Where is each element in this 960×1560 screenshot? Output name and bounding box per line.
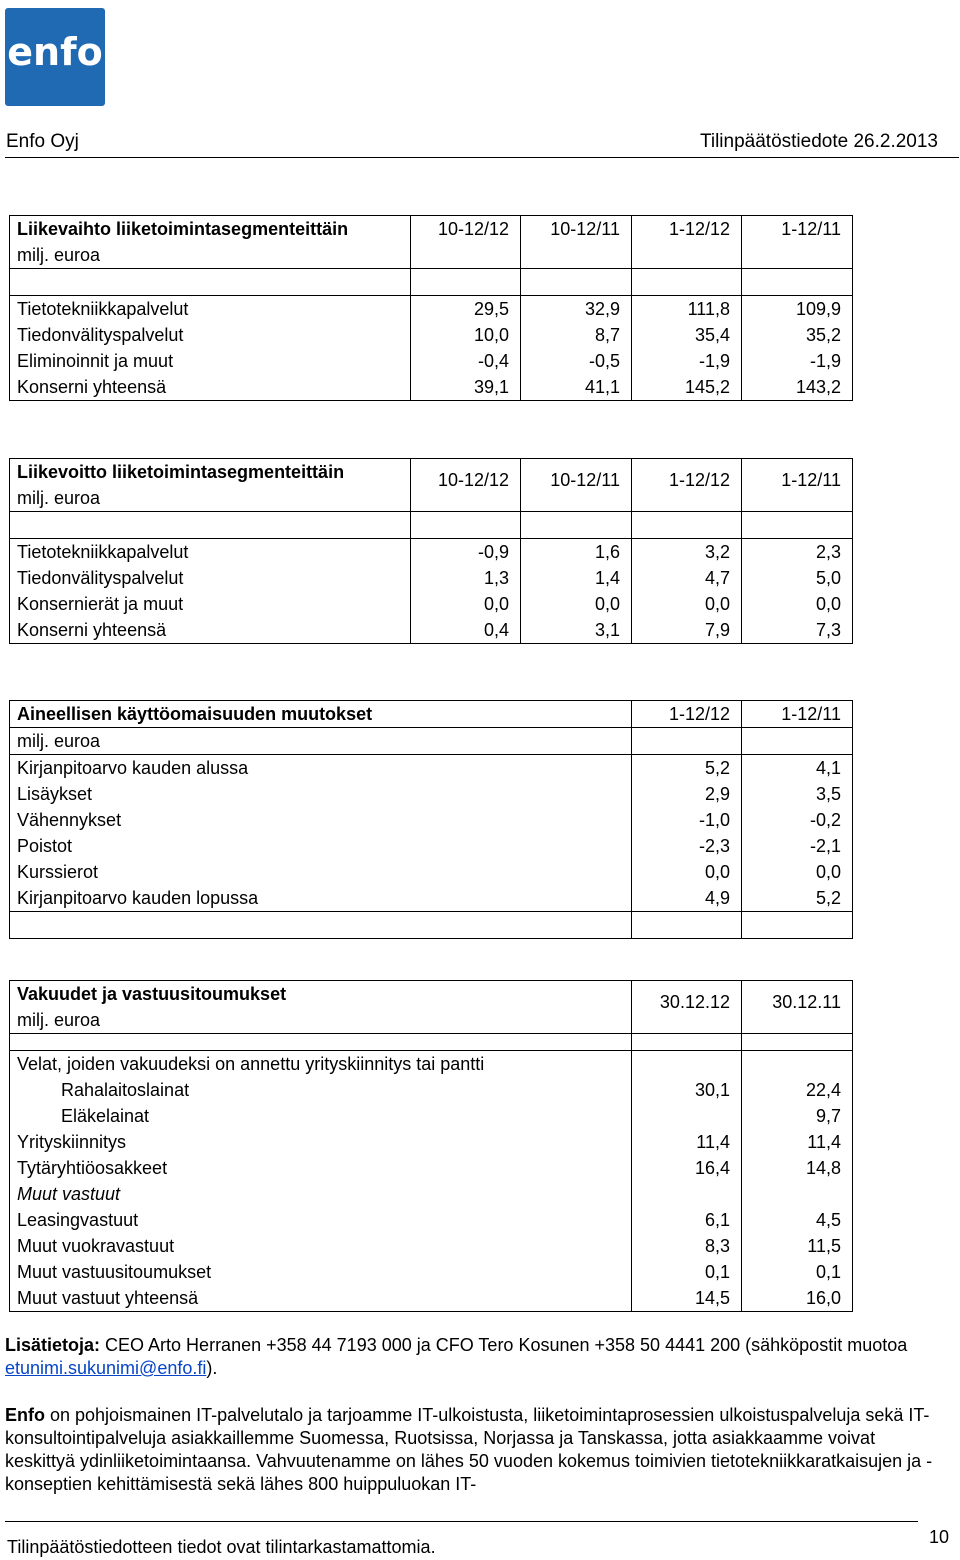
cell: 39,1 xyxy=(411,374,521,401)
table-row xyxy=(10,885,853,912)
cell: 1,4 xyxy=(521,565,632,591)
cell: -1,9 xyxy=(632,348,742,374)
table-title: Aineellisen käyttöomaisuuden muutokset xyxy=(10,701,632,728)
document-title: Tilinpäätöstiedote 26.2.2013 xyxy=(699,131,938,152)
cell: 8,7 xyxy=(521,322,632,348)
about-name: Enfo xyxy=(5,1405,45,1425)
row-label: Tietotekniikkapalvelut xyxy=(10,296,411,323)
cell: 4,9 xyxy=(632,885,742,912)
email-link[interactable]: etunimi.sukunimi@enfo.fi xyxy=(5,1358,207,1378)
cell: 16,4 xyxy=(632,1155,742,1181)
row-label: Poistot xyxy=(10,833,632,859)
cell: 30,1 xyxy=(632,1077,742,1103)
column-header: 30.12.11 xyxy=(742,981,853,1034)
row-label: Lisäykset xyxy=(10,781,632,807)
company-name: Enfo Oyj xyxy=(6,131,79,152)
cell: -2,3 xyxy=(632,833,742,859)
cell: 1,3 xyxy=(411,565,521,591)
cell: 0,0 xyxy=(742,591,853,617)
table-row xyxy=(10,1103,853,1129)
cell: 29,5 xyxy=(411,296,521,323)
table-row xyxy=(10,1155,853,1181)
row-label: Konsernierät ja muut xyxy=(10,591,411,617)
table-row xyxy=(10,781,853,807)
cell: 2,9 xyxy=(632,781,742,807)
cell: 10,0 xyxy=(411,322,521,348)
row-label: Konserni yhteensä xyxy=(10,374,411,401)
row-label: Tiedonvälityspalvelut xyxy=(10,565,411,591)
cell: 11,5 xyxy=(742,1233,853,1259)
table-row xyxy=(10,1181,853,1207)
row-label: Kirjanpitoarvo kauden lopussa xyxy=(10,885,632,912)
cell: 0,0 xyxy=(521,591,632,617)
row-label: Muut vastuusitoumukset xyxy=(10,1259,632,1285)
cell: 22,4 xyxy=(742,1077,853,1103)
row-label: Eliminoinnit ja muut xyxy=(10,348,411,374)
row-label: Konserni yhteensä xyxy=(10,617,411,644)
cell xyxy=(742,1051,853,1078)
cell: 109,9 xyxy=(742,296,853,323)
about-text: on pohjoismainen IT-palvelutalo ja tarjoamme IT-ulkoistusta, liiketoimintaprosessien ulkoistuspalveluja sekä IT-konsultointipalveluja asiakkaillemme Suomessa, Ruotsissa, Norjassa ja Tanskassa, jotta asiakkaamme voivat keskittyä ydinliiketoimintaansa. Vahvuutenamme on lähes 50 vuoden kokemus toimivien tietotekniikkaratkaisujen ja -konseptien kehittämisestä sekä lähes 800 huippuluokan IT- xyxy=(5,1405,933,1494)
table-row xyxy=(10,1285,853,1312)
cell: 14,5 xyxy=(632,1285,742,1312)
unit-label: milj. euroa xyxy=(10,728,632,755)
column-header: 10-12/12 xyxy=(411,216,521,243)
cell: 35,2 xyxy=(742,322,853,348)
footer-divider xyxy=(5,1521,918,1522)
table-row xyxy=(10,539,853,566)
cell: 35,4 xyxy=(632,322,742,348)
row-label: Kurssierot xyxy=(10,859,632,885)
cell: -2,1 xyxy=(742,833,853,859)
cell: 0,0 xyxy=(632,591,742,617)
table-row xyxy=(10,322,853,348)
logo-text: enfo xyxy=(7,30,103,74)
cell xyxy=(632,1103,742,1129)
row-label: Eläkelainat xyxy=(10,1103,632,1129)
column-header: 10-12/11 xyxy=(521,459,632,512)
row-label: Muut vastuut xyxy=(10,1181,632,1207)
cell: 2,3 xyxy=(742,539,853,566)
row-label: Vähennykset xyxy=(10,807,632,833)
cell xyxy=(632,1051,742,1078)
cell: 7,9 xyxy=(632,617,742,644)
table-title: Liikevoitto liiketoimintasegmenteittäin xyxy=(10,459,411,486)
row-label: Muut vastuut yhteensä xyxy=(10,1285,632,1312)
row-label: Kirjanpitoarvo kauden alussa xyxy=(10,755,632,782)
cell: 5,0 xyxy=(742,565,853,591)
cell: 4,5 xyxy=(742,1207,853,1233)
column-header: 10-12/12 xyxy=(411,459,521,512)
row-label: Velat, joiden vakuudeksi on annettu yrityskiinnitys tai pantti xyxy=(10,1051,632,1078)
unit-label: milj. euroa xyxy=(10,1007,632,1034)
page-number: 10 xyxy=(929,1527,950,1547)
cell: 16,0 xyxy=(742,1285,853,1312)
cell: 41,1 xyxy=(521,374,632,401)
contact-end: ). xyxy=(206,1358,218,1378)
cell: 6,1 xyxy=(632,1207,742,1233)
about-paragraph xyxy=(5,1404,950,1496)
column-header: 1-12/12 xyxy=(632,701,742,728)
contact-label: Lisätietoja: xyxy=(5,1335,101,1355)
column-header: 1-12/11 xyxy=(742,701,853,728)
cell: -0,4 xyxy=(411,348,521,374)
table-row xyxy=(10,1077,853,1103)
enfo-logo xyxy=(5,8,105,106)
cell: -0,5 xyxy=(521,348,632,374)
table-row xyxy=(10,617,853,644)
unit-label: milj. euroa xyxy=(10,485,411,512)
cell: 4,1 xyxy=(742,755,853,782)
row-label: Leasingvastuut xyxy=(10,1207,632,1233)
cell: 0,0 xyxy=(632,859,742,885)
cell: 145,2 xyxy=(632,374,742,401)
table-title: Vakuudet ja vastuusitoumukset xyxy=(10,981,632,1008)
table-row xyxy=(10,1051,853,1078)
cell: 3,2 xyxy=(632,539,742,566)
unit-label: milj. euroa xyxy=(10,242,411,269)
table-row xyxy=(10,565,853,591)
column-header: 10-12/11 xyxy=(521,216,632,243)
cell: 0,4 xyxy=(411,617,521,644)
cell: 11,4 xyxy=(632,1129,742,1155)
cell: 3,5 xyxy=(742,781,853,807)
column-header: 1-12/11 xyxy=(742,459,853,512)
cell: 1,6 xyxy=(521,539,632,566)
column-header: 1-12/12 xyxy=(632,459,742,512)
row-label: Muut vuokravastuut xyxy=(10,1233,632,1259)
table-row xyxy=(10,1129,853,1155)
row-label: Tytäryhtiöosakkeet xyxy=(10,1155,632,1181)
column-header: 30.12.12 xyxy=(632,981,742,1034)
row-label: Rahalaitoslainat xyxy=(10,1077,632,1103)
revenue-table xyxy=(9,215,853,401)
cell xyxy=(742,1181,853,1207)
cell: 11,4 xyxy=(742,1129,853,1155)
cell: 9,7 xyxy=(742,1103,853,1129)
contact-paragraph xyxy=(5,1334,950,1380)
table-row xyxy=(10,591,853,617)
table-row xyxy=(10,833,853,859)
table-row xyxy=(10,755,853,782)
table-row xyxy=(10,296,853,323)
cell xyxy=(632,1181,742,1207)
cell: -0,2 xyxy=(742,807,853,833)
footer-note: Tilinpäätöstiedotteen tiedot ovat tilintarkastamattomia. xyxy=(7,1537,436,1557)
cell: -1,0 xyxy=(632,807,742,833)
cell: 5,2 xyxy=(632,755,742,782)
cell: 0,1 xyxy=(632,1259,742,1285)
column-header: 1-12/11 xyxy=(742,216,853,243)
collateral-table xyxy=(9,980,853,1312)
table-row xyxy=(10,859,853,885)
cell: 111,8 xyxy=(632,296,742,323)
cell: 0,1 xyxy=(742,1259,853,1285)
cell: 3,1 xyxy=(521,617,632,644)
table-row xyxy=(10,374,853,401)
table-row xyxy=(10,1233,853,1259)
cell: 0,0 xyxy=(742,859,853,885)
column-header: 1-12/12 xyxy=(632,216,742,243)
header-divider xyxy=(5,157,959,158)
profit-table xyxy=(9,458,853,644)
cell: 7,3 xyxy=(742,617,853,644)
contact-text: CEO Arto Herranen +358 44 7193 000 ja CFO Tero Kosunen +358 50 4441 200 (sähköpostit muotoa xyxy=(100,1335,908,1355)
table-row xyxy=(10,807,853,833)
cell: 5,2 xyxy=(742,885,853,912)
table-row xyxy=(10,1259,853,1285)
row-label: Tietotekniikkapalvelut xyxy=(10,539,411,566)
cell: 14,8 xyxy=(742,1155,853,1181)
cell: 4,7 xyxy=(632,565,742,591)
cell: 143,2 xyxy=(742,374,853,401)
cell: -1,9 xyxy=(742,348,853,374)
cell: 0,0 xyxy=(411,591,521,617)
cell: 8,3 xyxy=(632,1233,742,1259)
assets-table xyxy=(9,700,853,939)
table-row xyxy=(10,348,853,374)
row-label: Tiedonvälityspalvelut xyxy=(10,322,411,348)
cell: -0,9 xyxy=(411,539,521,566)
cell: 32,9 xyxy=(521,296,632,323)
table-row xyxy=(10,1207,853,1233)
table-title: Liikevaihto liiketoimintasegmenteittäin xyxy=(10,216,411,243)
row-label: Yrityskiinnitys xyxy=(10,1129,632,1155)
